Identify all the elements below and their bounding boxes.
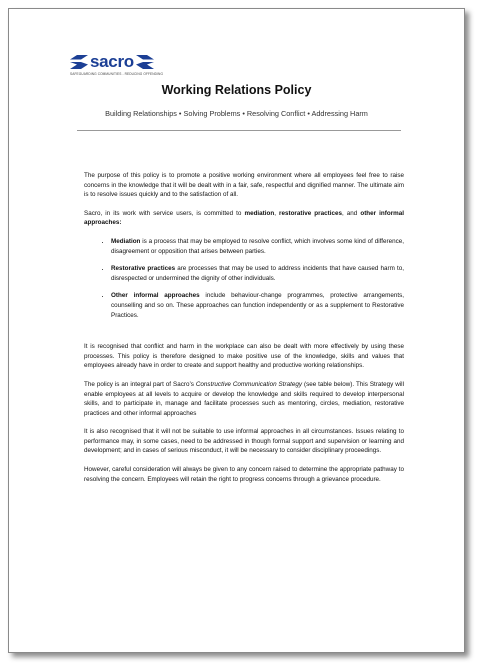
separator-text: , <box>274 209 280 217</box>
logo-tagline: SAFEGUARDING COMMUNITIES - REDUCING OFFENDING <box>70 72 164 76</box>
paragraph-limitations: It is also recognised that it will not be suitable to use informal approaches in all circumstances. Issues relating to performance may, in some cases, need to be addressed in though formal support and supervision or learning and development; and in cases of serious misconduct, it will be necessary to consider disciplinary proceedings. <box>84 428 404 455</box>
commitment-text: Sacro, in its work with service users, is committed to <box>84 209 245 217</box>
list-item-term: Other informal approaches <box>111 292 200 300</box>
list-item-text: are processes that may be used to address incidents that have caused harm to, disrespected or undermined the dignity of other individuals. <box>111 265 404 282</box>
logo-mark <box>70 53 180 71</box>
paragraph-commitment <box>84 209 404 228</box>
paragraph-purpose: The purpose of this policy is to promote a positive working environment where all employees feel free to raise concerns in the knowledge that it will be dealt with in a fair, safe, respectful and dignified manner. The ultimate aim is to resolve issues quickly and to the satisfaction of all. <box>84 172 404 199</box>
paragraph-workplace: It is recognised that conflict and harm in the workplace can also be dealt with more effectively by using these processes. This policy is therefore designed to make positive use of the knowledge, skills and values that employees already have in order to create and support healthy and productive working relationships. <box>84 343 404 370</box>
list-item-text: is a process that may be employed to resolve conflict, which involves some kind of difference, disagreement or opposition that arises between parties. <box>111 237 404 255</box>
list-item-term: Mediation <box>111 237 141 245</box>
term-restorative-practices: restorative practices <box>279 209 342 217</box>
left-chevrons-icon <box>70 55 88 69</box>
sacro-logo <box>70 53 180 76</box>
logo-wordmark: sacro <box>90 52 134 71</box>
strategy-name: Constructive Communication Strategy <box>195 380 302 388</box>
separator-text: , and <box>341 209 361 217</box>
header-divider <box>77 130 401 131</box>
page-subtitle: Building Relationships • Solving Problems • Resolving Conflict • Addressing Harm <box>105 109 368 118</box>
list-item <box>111 291 404 320</box>
strategy-text: The policy is an integral part of Sacro’s <box>84 380 196 388</box>
term-other-informal-approaches: other informal approaches: <box>84 209 404 227</box>
list-item <box>111 264 404 283</box>
right-chevrons-icon <box>136 55 154 69</box>
spacer <box>84 329 404 342</box>
document-page <box>8 8 465 653</box>
term-mediation: mediation <box>244 209 275 217</box>
list-item <box>111 237 404 256</box>
list-item-term: Restorative practices <box>111 265 176 273</box>
list-item-text: include behaviour-change programmes, protective arrangements, counselling and so on. These approaches can function independently or as a supplement to Restorative Practices. <box>111 292 405 319</box>
policy-body <box>84 171 404 493</box>
paragraph-strategy <box>84 380 404 418</box>
strategy-text-continued: (see table below). This Strategy will enable employees at all levels to acquire or develop the knowledge and skills required to develop interpersonal skills, and to participate in, manage and facilitate processes such as mentoring, circles, mediation, restorative practices and other informal approaches <box>84 380 404 417</box>
approaches-list <box>84 237 404 320</box>
page-title: Working Relations Policy <box>161 83 312 97</box>
paragraph-grievance: However, careful consideration will always be given to any concern raised to determine the appropriate pathway to resolving the concern. Employees will retain the right to progress concerns through a grievance procedure. <box>84 466 404 483</box>
